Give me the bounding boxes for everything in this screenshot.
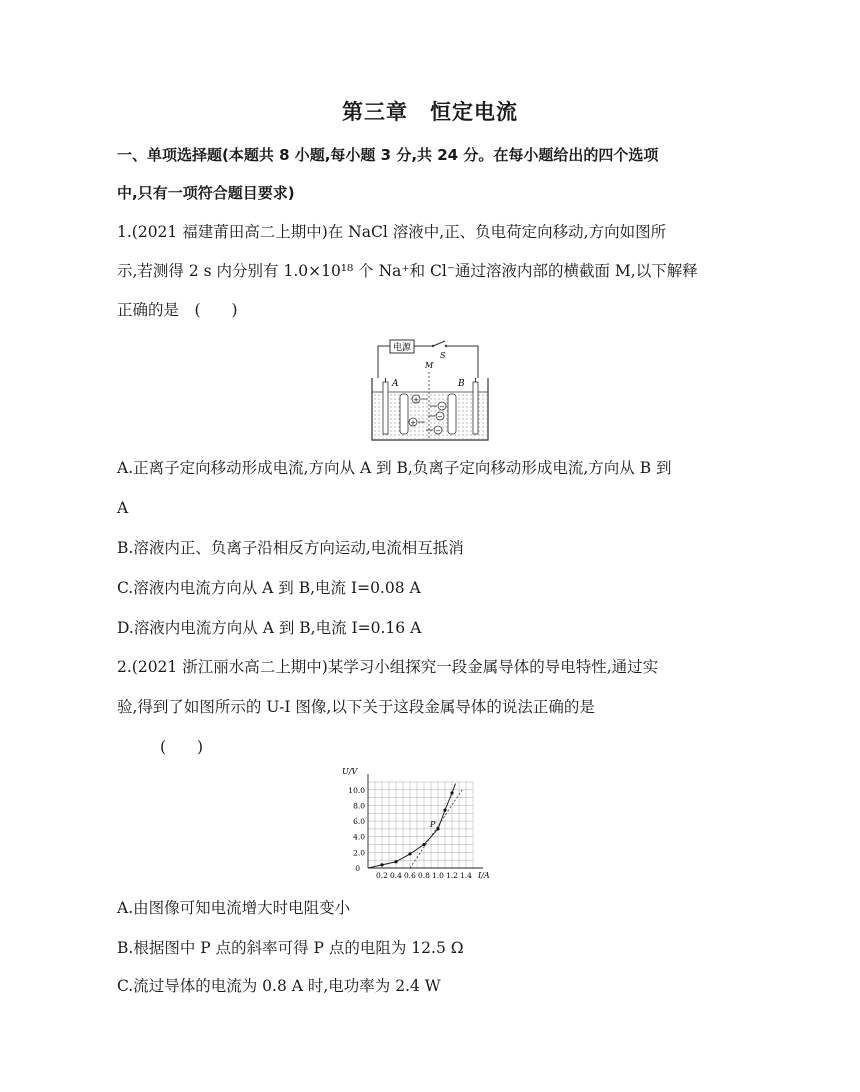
data-point (394, 860, 397, 863)
x-tick-label: 1.2 (446, 871, 458, 880)
q1-option-c: C.溶液内电流方向从 A 到 B,电流 I=0.08 A (117, 579, 421, 597)
page-title: 第三章 恒定电流 (342, 100, 518, 124)
switch-lever (433, 341, 445, 346)
tangent-line (410, 788, 463, 868)
section-heading-line2: 中,只有一项符合题目要求) (117, 184, 295, 202)
q1-stem-line1: 1.(2021 福建莆田高二上期中)在 NaCl 溶液中,正、负电荷定向移动,方向如图所 (117, 223, 667, 241)
electrode-b (473, 382, 478, 434)
cross-section-label: M (425, 361, 434, 370)
x-axis-label: I/A (478, 871, 490, 880)
q1-stem-line3: 正确的是 ( ) (117, 301, 238, 319)
u-i-curve (368, 784, 456, 868)
q2-option-b: B.根据图中 P 点的斜率可得 P 点的电阻为 12.5 Ω (117, 939, 464, 957)
svg-text:−: − (435, 427, 441, 435)
x-tick-label: 1.0 (432, 871, 444, 880)
electrode-a-label: A (392, 379, 399, 389)
q1-option-d: D.溶液内电流方向从 A 到 B,电流 I=0.16 A (117, 619, 422, 637)
x-tick-label: 0.6 (404, 871, 416, 880)
q2-stem-line3: ( ) (160, 738, 204, 756)
q2-stem-line1: 2.(2021 浙江丽水高二上期中)某学习小组探究一段金属导体的导电特性,通过实 (117, 658, 659, 676)
y-tick-label: 2.0 (353, 848, 365, 858)
y-tick-label: 6.0 (353, 817, 365, 827)
electrode-a (383, 382, 388, 434)
x-tick-label: 0.8 (418, 871, 430, 880)
x-tick-label: 1.4 (460, 871, 472, 880)
svg-text:−: − (437, 413, 443, 421)
data-point (422, 843, 425, 846)
data-point (408, 852, 411, 855)
q2-option-c: C.流过导体的电流为 0.8 A 时,电功率为 2.4 W (117, 977, 441, 995)
q1-option-a-line2: A (117, 499, 129, 517)
y-axis-label: U/V (342, 768, 358, 776)
q1-option-b: B.溶液内正、负离子沿相反方向运动,电流相互抵消 (117, 539, 464, 557)
data-point (380, 863, 383, 866)
y-tick-label: 10.0 (348, 785, 365, 795)
data-point (436, 827, 439, 830)
point-p-label: P (430, 819, 436, 829)
q1-option-a-line1: A.正离子定向移动形成电流,方向从 A 到 B,负离子定向移动形成电流,方向从 B 到 (117, 459, 672, 477)
y-tick-label: 8.0 (353, 801, 365, 811)
svg-text:+: + (413, 396, 419, 404)
q1-stem-line2: 示,若测得 2 s 内分别有 1.0×10¹⁸ 个 Na⁺和 Cl⁻通过溶液内部的横截面 M,以下解释 (117, 262, 698, 280)
electrolysis-figure (370, 338, 492, 442)
y-tick-label: 4.0 (353, 832, 365, 842)
x-tick-label: 0.4 (390, 871, 402, 880)
svg-text:−: − (439, 403, 445, 411)
data-point (443, 809, 446, 812)
origin-label: 0 (355, 864, 360, 873)
electrode-b-label: B (458, 379, 465, 389)
data-point (450, 791, 453, 794)
q2-option-a: A.由图像可知电流增大时电阻变小 (117, 899, 351, 917)
switch-label: S (440, 351, 446, 360)
section-heading-line1: 一、单项选择题(本题共 8 小题,每小题 3 分,共 24 分。在每小题给出的四个选项 (117, 146, 659, 164)
power-label: 电源 (392, 343, 412, 353)
x-tick-label: 0.2 (376, 871, 388, 880)
solution-liquid (373, 392, 487, 439)
q2-stem-line2: 验,得到了如图所示的 U-I 图像,以下关于这段金属导体的说法正确的是 (117, 698, 595, 716)
u-i-chart (322, 768, 522, 888)
svg-text:+: + (410, 419, 416, 427)
